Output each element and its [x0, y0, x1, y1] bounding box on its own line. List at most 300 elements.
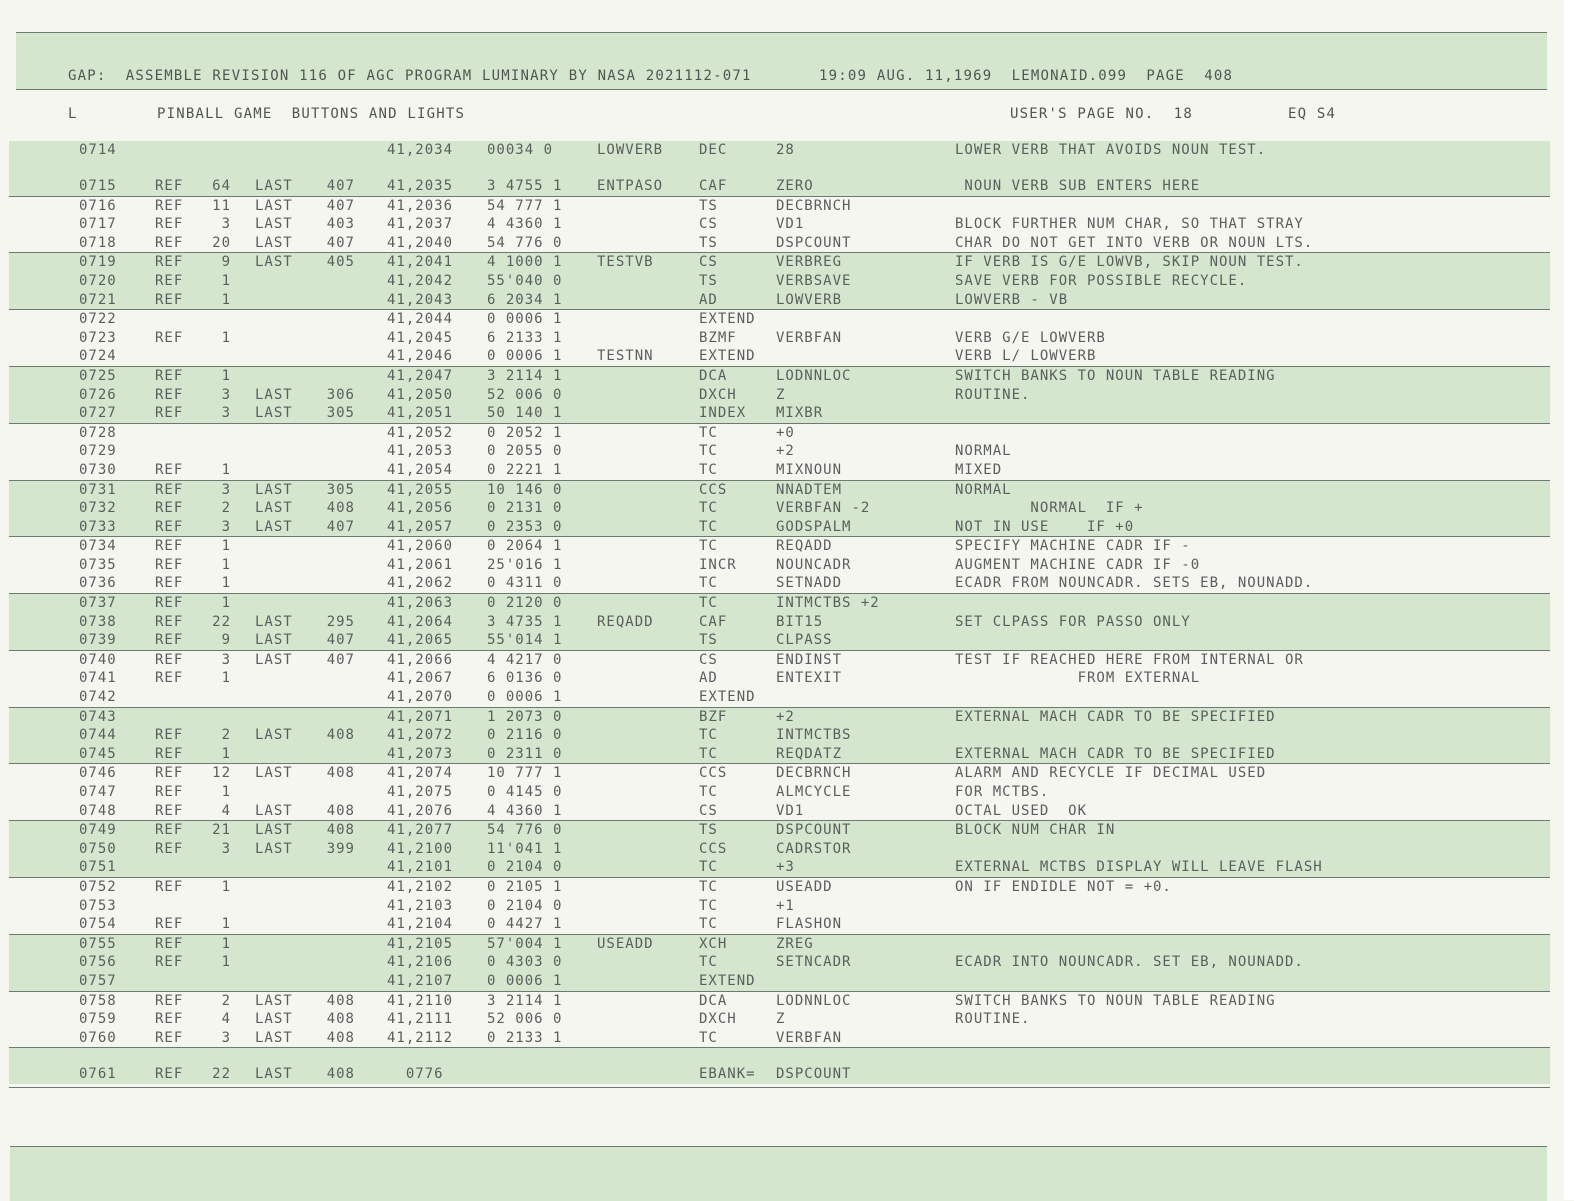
listing-row: [9, 160, 1550, 196]
cell-line: 0717: [79, 216, 117, 233]
cell-op: TC: [699, 461, 718, 478]
cell-operand: VD1: [776, 216, 805, 233]
cell-word: 0 0006 1: [487, 348, 563, 365]
cell-operand: CLPASS: [776, 632, 833, 649]
cell-label: REQADD: [597, 613, 654, 630]
cell-operand: VERBSAVE: [776, 272, 852, 289]
listing-row: [9, 991, 1550, 1011]
cell-op: BZMF: [699, 329, 737, 346]
cell-addr: 41,2112: [387, 1029, 454, 1046]
cell-refn: 1: [221, 784, 231, 800]
listing-row: [9, 442, 1550, 461]
listing-row: [9, 593, 1550, 613]
cell-refn: 9: [221, 254, 231, 271]
cell-operand: DECBRNCH: [776, 765, 852, 782]
cell-addr: 41,2055: [387, 481, 454, 498]
cell-addr: 41,2073: [387, 745, 454, 762]
cell-line: 0730: [79, 461, 117, 478]
cell-operand: Z: [776, 386, 786, 403]
cell-word: 0 4311 0: [487, 575, 563, 592]
cell-op: CS: [699, 802, 718, 819]
cell-addr: 41,2111: [387, 1011, 454, 1028]
cell-comment: SPECIFY MACHINE CADR IF -: [955, 538, 1191, 555]
cell-comment: AUGMENT MACHINE CADR IF -0: [955, 556, 1201, 573]
cell-line: 0745: [79, 745, 117, 762]
cell-operand: USEADD: [776, 878, 833, 895]
cell-op: TS: [699, 272, 718, 289]
listing-row: [9, 366, 1550, 386]
cell-refn: 2: [221, 992, 231, 1009]
cell-addr: 41,2105: [387, 935, 454, 952]
cell-line: 0738: [79, 613, 117, 630]
users-page-number: USER'S PAGE NO. 18: [1010, 106, 1193, 122]
cell-ref: REF: [155, 367, 184, 384]
cell-last: LAST: [255, 802, 293, 819]
cell-operand: Z: [776, 1011, 786, 1028]
cell-refn: 3: [221, 651, 231, 668]
cell-refn: 4: [221, 1011, 231, 1028]
cell-lastn: 407: [326, 518, 355, 535]
listing-row: [9, 252, 1550, 272]
cell-word: 0 4145 0: [487, 784, 563, 800]
cell-word: 0 2353 0: [487, 518, 563, 535]
cell-word: 0 2104 0: [487, 897, 563, 914]
cell-word: 0 2104 0: [487, 859, 563, 876]
cell-addr: 41,2110: [387, 992, 454, 1009]
cell-line: 0736: [79, 575, 117, 592]
cell-lastn: 407: [326, 234, 355, 251]
cell-line: 0723: [79, 329, 117, 346]
cell-ref: REF: [155, 916, 184, 933]
cell-op: TC: [699, 916, 718, 933]
cell-comment: ROUTINE.: [955, 386, 1031, 403]
cell-comment: NOUN VERB SUB ENTERS HERE: [955, 177, 1201, 194]
cell-addr: 41,2050: [387, 386, 454, 403]
cell-line: 0739: [79, 632, 117, 649]
cell-comment: MIXED: [955, 461, 1003, 478]
cell-refn: 1: [221, 595, 231, 612]
cell-op: DEC: [699, 142, 728, 158]
cell-ref: REF: [155, 291, 184, 308]
cell-ref: REF: [155, 651, 184, 668]
cell-comment: ALARM AND RECYCLE IF DECIMAL USED: [955, 765, 1267, 782]
cell-comment: NOT IN USE IF +0: [955, 518, 1135, 535]
cell-ref: REF: [155, 272, 184, 289]
cell-word: 0 2052 1: [487, 424, 563, 441]
cell-last: LAST: [255, 386, 293, 403]
listing-row: [9, 688, 1550, 707]
cell-label: USEADD: [597, 935, 654, 952]
cell-last: LAST: [255, 822, 293, 839]
cell-addr: 41,2101: [387, 859, 454, 876]
cell-word: 3 4735 1: [487, 613, 563, 630]
assembly-listing: [9, 141, 1550, 1084]
cell-op: EXTEND: [699, 348, 756, 365]
cell-word: 0 2055 0: [487, 443, 563, 460]
cell-lastn: 407: [326, 177, 355, 194]
cell-op: TS: [699, 822, 718, 839]
cell-refn: 1: [221, 575, 231, 592]
cell-line: 0735: [79, 556, 117, 573]
listing-row: [9, 309, 1550, 329]
cell-refn: 2: [221, 500, 231, 517]
footer-band: [10, 1146, 1547, 1201]
cell-word: 0 4303 0: [487, 954, 563, 971]
cell-addr: 41,2041: [387, 254, 454, 271]
cell-operand: CADRSTOR: [776, 840, 852, 857]
listing-row: [9, 499, 1550, 518]
cell-line: 0731: [79, 481, 117, 498]
cell-last: LAST: [255, 1066, 293, 1083]
cell-refn: 1: [221, 556, 231, 573]
cell-line: 0716: [79, 197, 117, 214]
listing-row: [9, 934, 1550, 954]
cell-label: ENTPASO: [597, 177, 664, 194]
cell-addr: 41,2047: [387, 367, 454, 384]
cell-operand: NOUNCADR: [776, 556, 852, 573]
listing-row: [9, 1010, 1550, 1029]
section-title: PINBALL GAME BUTTONS AND LIGHTS: [157, 106, 466, 122]
cell-word: 3 2114 1: [487, 367, 563, 384]
cell-line: 0727: [79, 405, 117, 422]
cell-ref: REF: [155, 386, 184, 403]
cell-word: 52 006 0: [487, 1011, 563, 1028]
cell-line: 0728: [79, 424, 117, 441]
cell-operand: ZREG: [776, 935, 814, 952]
cell-refn: 64: [212, 177, 231, 194]
cell-ref: REF: [155, 670, 184, 687]
cell-addr: 41,2103: [387, 897, 454, 914]
cell-ref: REF: [155, 935, 184, 952]
cell-last: LAST: [255, 177, 293, 194]
cell-last: LAST: [255, 613, 293, 630]
cell-operand: ZERO: [776, 177, 814, 194]
cell-addr: 41,2056: [387, 500, 454, 517]
cell-operand: DSPCOUNT: [776, 234, 852, 251]
cell-comment: LOWVERB - VB: [955, 291, 1069, 308]
cell-line: 0729: [79, 443, 117, 460]
cell-comment: ON IF ENDIDLE NOT = +0.: [955, 878, 1172, 895]
cell-operand: MIXNOUN: [776, 461, 843, 478]
cell-word: 6 2034 1: [487, 291, 563, 308]
listing-row: [9, 1047, 1550, 1084]
cell-operand: FLASHON: [776, 916, 843, 933]
cell-ref: REF: [155, 784, 184, 800]
cell-word: 55'040 0: [487, 272, 563, 289]
cell-refn: 3: [221, 481, 231, 498]
listing-row: [9, 461, 1550, 480]
cell-refn: 4: [221, 802, 231, 819]
cell-operand: VERBFAN: [776, 329, 843, 346]
cell-ref: REF: [155, 461, 184, 478]
cell-refn: 1: [221, 878, 231, 895]
cell-word: 10 146 0: [487, 481, 563, 498]
cell-line: 0714: [79, 142, 117, 158]
cell-last: LAST: [255, 500, 293, 517]
cell-op: TC: [699, 745, 718, 762]
cell-ref: REF: [155, 613, 184, 630]
cell-line: 0746: [79, 765, 117, 782]
cell-refn: 20: [212, 234, 231, 251]
cell-word: 0 2221 1: [487, 461, 563, 478]
cell-last: LAST: [255, 632, 293, 649]
cell-addr: 41,2100: [387, 840, 454, 857]
cell-op: TC: [699, 500, 718, 517]
listing-row: [9, 631, 1550, 650]
cell-comment: ROUTINE.: [955, 1011, 1031, 1028]
cell-op: EBANK=: [699, 1066, 756, 1083]
cell-word: 6 0136 0: [487, 670, 563, 687]
cell-op: TC: [699, 538, 718, 555]
cell-word: 4 4217 0: [487, 651, 563, 668]
cell-line: 0759: [79, 1011, 117, 1028]
cell-word: 55'014 1: [487, 632, 563, 649]
cell-addr: 41,2104: [387, 916, 454, 933]
listing-row: [9, 802, 1550, 821]
cell-addr: 41,2076: [387, 802, 454, 819]
cell-line: 0744: [79, 727, 117, 744]
cell-ref: REF: [155, 575, 184, 592]
listing-row: [9, 347, 1550, 366]
cell-ref: REF: [155, 1066, 184, 1083]
cell-label: LOWVERB: [597, 142, 664, 158]
listing-row: [9, 518, 1550, 537]
cell-word: 1 2073 0: [487, 708, 563, 725]
cell-addr: 41,2044: [387, 311, 454, 328]
cell-ref: REF: [155, 556, 184, 573]
listing-row: [9, 763, 1550, 783]
cell-line: 0715: [79, 177, 117, 194]
cell-ref: REF: [155, 177, 184, 194]
cell-ref: REF: [155, 538, 184, 555]
cell-ref: REF: [155, 992, 184, 1009]
cell-refn: 1: [221, 329, 231, 346]
cell-line: 0721: [79, 291, 117, 308]
cell-operand: ALMCYCLE: [776, 784, 852, 800]
cell-line: 0753: [79, 897, 117, 914]
cell-addr: 41,2046: [387, 348, 454, 365]
cell-ref: REF: [155, 329, 184, 346]
cell-operand: DSPCOUNT: [776, 1066, 852, 1083]
cell-line: 0733: [79, 518, 117, 535]
cell-addr: 41,2106: [387, 954, 454, 971]
cell-comment: FROM EXTERNAL: [955, 670, 1201, 687]
cell-addr: 41,2062: [387, 575, 454, 592]
cell-line: 0740: [79, 651, 117, 668]
cell-addr: 41,2034: [387, 142, 454, 158]
cell-op: CS: [699, 216, 718, 233]
cell-last: LAST: [255, 216, 293, 233]
cell-word: 10 777 1: [487, 765, 563, 782]
cell-refn: 2: [221, 727, 231, 744]
listing-row: [9, 972, 1550, 991]
cell-refn: 22: [212, 613, 231, 630]
cell-lastn: 408: [326, 1029, 355, 1046]
cell-refn: 1: [221, 538, 231, 555]
cell-line: 0726: [79, 386, 117, 403]
header-title: GAP: ASSEMBLE REVISION 116 OF AGC PROGRAM LUMINARY BY NASA 2021112-071: [68, 68, 752, 84]
cell-comment: EXTERNAL MCTBS DISPLAY WILL LEAVE FLASH: [955, 859, 1323, 876]
cell-operand: GODSPALM: [776, 518, 852, 535]
cell-refn: 3: [221, 1029, 231, 1046]
cell-line: 0748: [79, 802, 117, 819]
cell-op: TC: [699, 878, 718, 895]
listing-row: [9, 858, 1550, 877]
cell-operand: 28: [776, 142, 795, 158]
cell-line: 0761: [79, 1066, 117, 1083]
cell-op: INCR: [699, 556, 737, 573]
cell-ref: REF: [155, 1011, 184, 1028]
cell-op: TS: [699, 632, 718, 649]
cell-ref: REF: [155, 216, 184, 233]
listing-row: [9, 877, 1550, 897]
cell-addr: 41,2042: [387, 272, 454, 289]
cell-last: LAST: [255, 1011, 293, 1028]
cell-comment: OCTAL USED OK: [955, 802, 1088, 819]
cell-addr: 41,2074: [387, 765, 454, 782]
cell-op: TS: [699, 234, 718, 251]
cell-comment: CHAR DO NOT GET INTO VERB OR NOUN LTS.: [955, 234, 1314, 251]
cell-addr: 41,2053: [387, 443, 454, 460]
cell-word: 0 2064 1: [487, 538, 563, 555]
cell-word: 0 2133 1: [487, 1029, 563, 1046]
cell-ref: REF: [155, 727, 184, 744]
cell-word: 0 2311 0: [487, 745, 563, 762]
cell-operand: SETNADD: [776, 575, 843, 592]
listing-row: [9, 953, 1550, 972]
cell-addr: 41,2075: [387, 784, 454, 800]
cell-refn: 1: [221, 291, 231, 308]
cell-ref: REF: [155, 254, 184, 271]
cell-operand: DECBRNCH: [776, 197, 852, 214]
cell-operand: VERBFAN -2: [776, 500, 871, 517]
cell-operand: +2: [776, 443, 795, 460]
cell-op: TC: [699, 595, 718, 612]
cell-refn: 1: [221, 745, 231, 762]
cell-last: LAST: [255, 1029, 293, 1046]
cell-op: TC: [699, 784, 718, 800]
cell-op: DCA: [699, 992, 728, 1009]
cell-last: LAST: [255, 405, 293, 422]
cell-line: 0720: [79, 272, 117, 289]
cell-line: 0755: [79, 935, 117, 952]
cell-op: TC: [699, 1029, 718, 1046]
cell-operand: INTMCTBS: [776, 727, 852, 744]
cell-line: 0722: [79, 311, 117, 328]
cell-refn: 3: [221, 386, 231, 403]
cell-refn: 22: [212, 1066, 231, 1083]
cell-comment: BLOCK FURTHER NUM CHAR, SO THAT STRAY: [955, 216, 1304, 233]
cell-addr: 41,2043: [387, 291, 454, 308]
cell-line: 0756: [79, 954, 117, 971]
cell-line: 0752: [79, 878, 117, 895]
cell-ref: REF: [155, 234, 184, 251]
cell-comment: FOR MCTBS.: [955, 784, 1050, 800]
cell-comment: NORMAL: [955, 443, 1012, 460]
cell-op: INDEX: [699, 405, 747, 422]
cell-operand: BIT15: [776, 613, 824, 630]
cell-word: 0 2120 0: [487, 595, 563, 612]
cell-lastn: 408: [326, 500, 355, 517]
cell-line: 0757: [79, 972, 117, 989]
listing-row: [9, 613, 1550, 632]
listing-row: [9, 215, 1550, 234]
cell-word: 54 777 1: [487, 197, 563, 214]
cell-addr: 41,2065: [387, 632, 454, 649]
cell-line: 0747: [79, 784, 117, 800]
listing-row: [9, 536, 1550, 556]
cell-addr: 41,2063: [387, 595, 454, 612]
cell-operand: LODNNLOC: [776, 992, 852, 1009]
cell-comment: EXTERNAL MACH CADR TO BE SPECIFIED: [955, 745, 1276, 762]
cell-last: LAST: [255, 840, 293, 857]
cell-line: 0760: [79, 1029, 117, 1046]
cell-line: 0724: [79, 348, 117, 365]
cell-ref: REF: [155, 481, 184, 498]
cell-comment: NORMAL: [955, 481, 1012, 498]
cell-comment: SET CLPASS FOR PASSO ONLY: [955, 613, 1191, 630]
cell-line: 0758: [79, 992, 117, 1009]
cell-op: DXCH: [699, 1011, 737, 1028]
cell-operand: +0: [776, 424, 795, 441]
listing-row: [9, 329, 1550, 348]
cell-refn: 1: [221, 916, 231, 933]
cell-word: 6 2133 1: [487, 329, 563, 346]
cell-lastn: 408: [326, 992, 355, 1009]
cell-op: CCS: [699, 840, 728, 857]
cell-op: EXTEND: [699, 972, 756, 989]
cell-lastn: 399: [326, 840, 355, 857]
cell-word: 54 776 0: [487, 822, 563, 839]
section-letter: L: [68, 106, 78, 122]
cell-addr: 41,2052: [387, 424, 454, 441]
listing-row: [9, 574, 1550, 593]
listing-row: [9, 1029, 1550, 1048]
cell-word: 52 006 0: [487, 386, 563, 403]
listing-row: [9, 480, 1550, 500]
cell-ref: REF: [155, 1029, 184, 1046]
cell-ref: REF: [155, 595, 184, 612]
eq-label: EQ S4: [1288, 106, 1337, 122]
cell-op: EXTEND: [699, 689, 756, 706]
cell-refn: 1: [221, 272, 231, 289]
cell-operand: VERBFAN: [776, 1029, 843, 1046]
cell-lastn: 295: [326, 613, 355, 630]
cell-refn: 3: [221, 216, 231, 233]
cell-lastn: 408: [326, 727, 355, 744]
listing-row: [9, 141, 1550, 160]
cell-ref: REF: [155, 765, 184, 782]
cell-refn: 3: [221, 840, 231, 857]
cell-addr: 41,2040: [387, 234, 454, 251]
cell-word: 25'016 1: [487, 556, 563, 573]
cell-op: CCS: [699, 765, 728, 782]
listing-row: [9, 386, 1550, 405]
cell-word: 0 2105 1: [487, 878, 563, 895]
listing-row: [9, 897, 1550, 916]
listing-row: [9, 404, 1550, 423]
listing-row: [9, 820, 1550, 840]
cell-word: 54 776 0: [487, 234, 563, 251]
cell-line: 0732: [79, 500, 117, 517]
cell-op: TC: [699, 727, 718, 744]
listing-row: [9, 272, 1550, 291]
cell-operand: LOWVERB: [776, 291, 843, 308]
section-header: [68, 106, 1368, 124]
cell-addr: 41,2077: [387, 822, 454, 839]
cell-lastn: 408: [326, 765, 355, 782]
cell-operand: +1: [776, 897, 795, 914]
